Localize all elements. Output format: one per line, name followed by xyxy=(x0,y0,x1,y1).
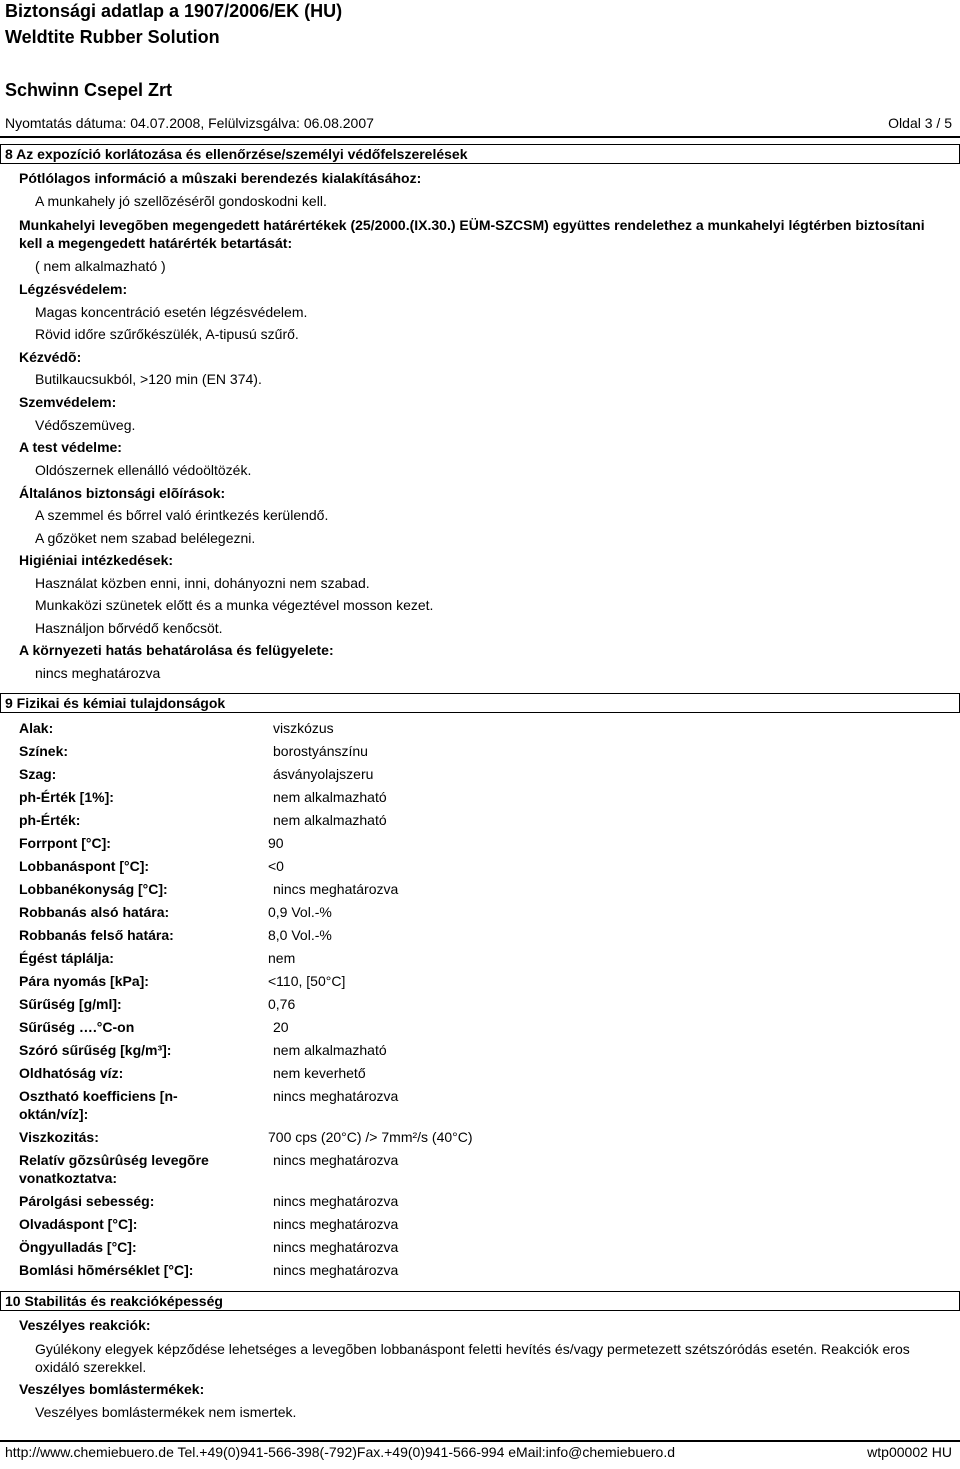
prop-value: nem xyxy=(268,950,296,966)
prop-value: nincs meghatározva xyxy=(273,1239,399,1255)
prop-value: nem keverhető xyxy=(273,1065,366,1081)
hazardous-reactions-label: Veszélyes reakciók: xyxy=(19,1317,151,1333)
hygiene-text-2: Munkaközi szünetek előtt és a munka végeztével mosson kezet. xyxy=(35,597,434,613)
prop-label: Sűrűség ….°C-on xyxy=(19,1019,135,1035)
prop-label: Égést táplálja: xyxy=(19,950,114,966)
exposure-limit-label: Munkahelyi levegõben megengedett határértékek (25/2000.(IX.30.) EÜM-SZCSM) együttes rendelethez a munkahelyi légtérben biztosítani kell a megengedett határérték betartását: xyxy=(19,217,925,251)
general-safety-text-2: A gőzöket nem szabad belélegezni. xyxy=(35,530,256,546)
prop-label: Alak: xyxy=(19,720,54,736)
header-divider xyxy=(0,136,960,138)
hand-text: Butilkaucsukból, >120 min (EN 374). xyxy=(35,371,262,387)
section-10-title: 10 Stabilitás és reakcióképesség xyxy=(5,1293,223,1309)
prop-value: nincs meghatározva xyxy=(273,881,399,897)
respiratory-label: Légzésvédelem: xyxy=(19,281,128,297)
hygiene-label: Higiéniai intézkedések: xyxy=(19,552,174,568)
prop-value: 0,76 xyxy=(268,996,296,1012)
prop-label: Relatív gõzsûrûség levegõre vonatkoztatva: xyxy=(19,1152,209,1186)
eye-text: Védőszemüveg. xyxy=(35,417,136,433)
prop-value: nem alkalmazható xyxy=(273,1042,387,1058)
product-name: Weldtite Rubber Solution xyxy=(5,27,220,47)
prop-value: nem alkalmazható xyxy=(273,812,387,828)
decomposition-text: Veszélyes bomlástermékek nem ismertek. xyxy=(35,1404,297,1420)
tech-info-label: Pótlólagos információ a mûszaki berendezés kialakításához: xyxy=(19,170,422,186)
prop-label: Szóró sűrűség [kg/m³]: xyxy=(19,1042,172,1058)
document-title: Biztonsági adatlap a 1907/2006/EK (HU) xyxy=(5,1,343,21)
prop-value: nem alkalmazható xyxy=(273,789,387,805)
footer-code: wtp00002 HU xyxy=(867,1444,952,1460)
hygiene-text-3: Használjon bőrvédő kenőcsöt. xyxy=(35,620,223,636)
respiratory-text-1: Magas koncentráció esetén légzésvédelem. xyxy=(35,304,308,320)
prop-value: nincs meghatározva xyxy=(273,1262,399,1278)
page-number: Oldal 3 / 5 xyxy=(888,115,952,131)
eye-label: Szemvédelem: xyxy=(19,394,117,410)
general-safety-label: Általános biztonsági elõírások: xyxy=(19,485,226,501)
prop-label: Viszkozitás: xyxy=(19,1129,99,1145)
body-label: A test védelme: xyxy=(19,439,122,455)
prop-label: Öngyulladás [°C]: xyxy=(19,1239,137,1255)
print-date: Nyomtatás dátuma: 04.07.2008, Felülvizsgálva: 06.08.2007 xyxy=(5,115,374,131)
prop-value: ásványolajszeru xyxy=(273,766,374,782)
prop-label: Lobbanékonyság [°C]: xyxy=(19,881,168,897)
prop-label: Forrpont [°C]: xyxy=(19,835,111,851)
prop-label: Robbanás felső határa: xyxy=(19,927,174,943)
prop-label: Bomlási hõmérséklet [°C]: xyxy=(19,1262,194,1278)
decomposition-label: Veszélyes bomlástermékek: xyxy=(19,1381,205,1397)
prop-value: <110, [50°C] xyxy=(268,973,346,989)
prop-value: borostyánszínu xyxy=(273,743,368,759)
company-name: Schwinn Csepel Zrt xyxy=(5,80,173,100)
prop-value: viszkózus xyxy=(273,720,334,736)
prop-label: Osztható koefficiens [n-oktán/víz]: xyxy=(19,1088,178,1122)
section-9-title: 9 Fizikai és kémiai tulajdonságok xyxy=(5,695,226,711)
prop-value: 90 xyxy=(268,835,284,851)
footer-divider xyxy=(0,1440,960,1442)
prop-value: 8,0 Vol.-% xyxy=(268,927,332,943)
prop-label: ph-Érték: xyxy=(19,812,81,828)
prop-label: Lobbanáspont [°C]: xyxy=(19,858,150,874)
prop-value: nincs meghatározva xyxy=(273,1088,399,1104)
prop-value: 20 xyxy=(273,1019,289,1035)
prop-label: ph-Érték [1%]: xyxy=(19,789,114,805)
section-8-title: 8 Az expozíció korlátozása és ellenőrzése/személyi védőfelszerelések xyxy=(5,146,468,162)
hazardous-reactions-text: Gyúlékony elegyek képződése lehetséges a levegõben lobbanáspont feletti hevítés és/vagy permetezett szétszóródás esetén. Reakciók eros oxidáló szerekkel. xyxy=(35,1341,910,1375)
footer-contact: http://www.chemiebuero.de Tel.+49(0)941-566-398(-792)Fax.+49(0)941-566-994 eMail:info@chemiebuero.d xyxy=(5,1444,676,1460)
general-safety-text-1: A szemmel és bőrrel való érintkezés kerülendő. xyxy=(35,507,329,523)
hygiene-text-1: Használat közben enni, inni, dohányozni nem szabad. xyxy=(35,575,370,591)
prop-value: 0,9 Vol.-% xyxy=(268,904,332,920)
body-text: Oldószernek ellenálló védoöltözék. xyxy=(35,462,252,478)
environment-label: A környezeti hatás behatárolása és felügyelete: xyxy=(19,642,334,658)
prop-label: Szag: xyxy=(19,766,57,782)
prop-value: nincs meghatározva xyxy=(273,1216,399,1232)
hand-label: Kézvédõ: xyxy=(19,349,82,365)
prop-value: nincs meghatározva xyxy=(273,1193,399,1209)
prop-label: Robbanás alsó határa: xyxy=(19,904,170,920)
prop-label: Oldhatóság víz: xyxy=(19,1065,124,1081)
prop-label: Olvadáspont [°C]: xyxy=(19,1216,138,1232)
prop-label: Színek: xyxy=(19,743,69,759)
prop-value: <0 xyxy=(268,858,284,874)
respiratory-text-2: Rövid időre szűrőkészülék, A-tipusú szűrő. xyxy=(35,326,299,342)
prop-label: Sűrűség [g/ml]: xyxy=(19,996,122,1012)
environment-text: nincs meghatározva xyxy=(35,665,161,681)
prop-value: nincs meghatározva xyxy=(273,1152,399,1168)
prop-label: Pára nyomás [kPa]: xyxy=(19,973,149,989)
prop-value: 700 cps (20°C) /> 7mm²/s (40°C) xyxy=(268,1129,473,1145)
exposure-limit-text: ( nem alkalmazható ) xyxy=(35,258,166,274)
tech-info-text: A munkahely jó szellõzésérõl gondoskodni kell. xyxy=(35,193,327,209)
prop-label: Párolgási sebesség: xyxy=(19,1193,155,1209)
